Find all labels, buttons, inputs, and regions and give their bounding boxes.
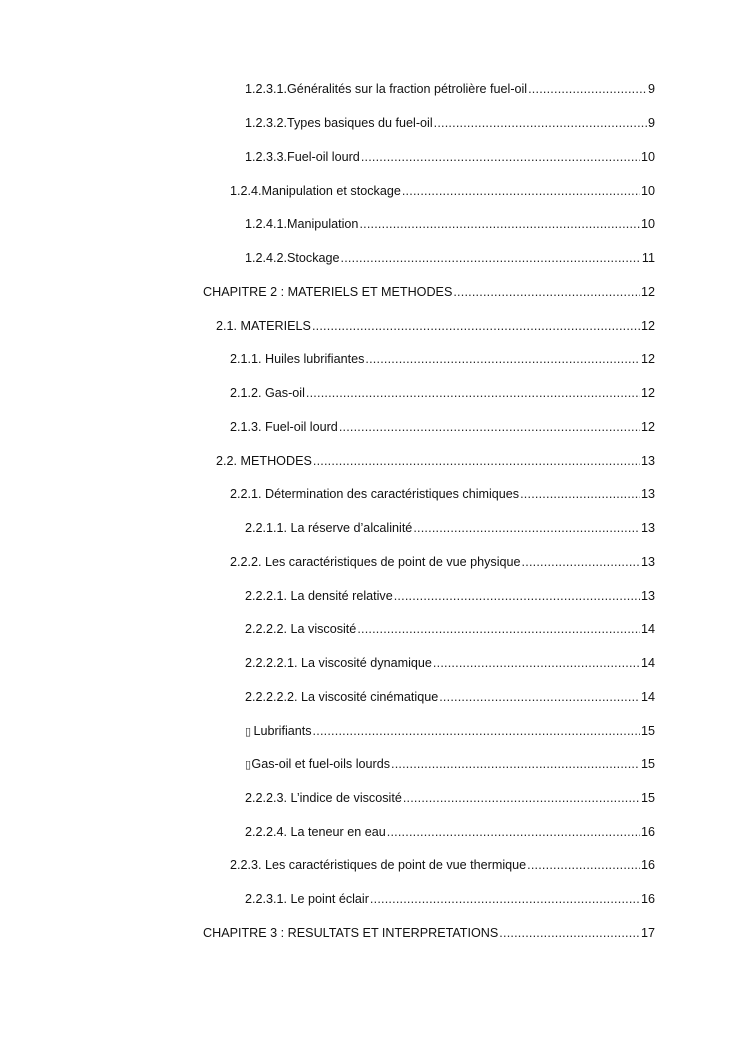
dot-leader [394, 587, 640, 605]
toc-entry[interactable] [230, 384, 655, 402]
toc-entry-title: Fuel-oil lourd [287, 150, 360, 164]
toc-entry-title: 2.2.3. Les caractéristiques de point de vue thermique [230, 858, 527, 872]
toc-entry-chapter[interactable] [203, 283, 655, 301]
toc-entry-title: 2.2.2.3. L’indice de viscosité [245, 791, 402, 805]
toc-entry-page: 12 [640, 420, 655, 434]
dot-leader [387, 823, 640, 841]
toc-entry-title: Lubrifiants [253, 724, 312, 738]
toc-entry-title: 2.1.2. Gas-oil [230, 386, 305, 400]
toc-entry[interactable] [245, 114, 655, 132]
dot-leader [361, 148, 640, 166]
toc-entry-title: 2.2.1.1. La réserve d’alcalinité [245, 521, 413, 535]
dot-leader [370, 890, 640, 908]
toc-entry[interactable] [245, 722, 655, 740]
toc-entry[interactable] [245, 890, 655, 908]
dot-leader [528, 80, 647, 98]
toc-entry-page: 12 [640, 352, 655, 366]
toc-entry-title: 2.1. MATERIELS [216, 319, 311, 333]
toc-entry[interactable] [245, 80, 655, 98]
toc-entry-title: Types basiques du fuel-oil [287, 116, 433, 130]
toc-entry-title: Manipulation et stockage [261, 184, 401, 198]
dot-leader [359, 215, 640, 233]
toc-entry-page: 12 [640, 386, 655, 400]
toc-entry-page: 13 [640, 521, 655, 535]
toc-entry-title: 2.1.1. Huiles lubrifiantes [230, 352, 365, 366]
toc-entry[interactable] [245, 755, 655, 773]
toc-entry-page: 16 [640, 858, 655, 872]
toc-entry-title: 2.2. METHODES [216, 454, 312, 468]
dot-leader [527, 856, 640, 874]
toc-entry-chapter[interactable] [203, 924, 655, 942]
dot-leader [391, 755, 640, 773]
toc-entry-page: 10 [640, 217, 655, 231]
toc-entry-title: CHAPITRE 2 : MATERIELS ET METHODES [203, 285, 453, 299]
toc-entry-page: 14 [640, 622, 655, 636]
toc-entry[interactable] [230, 182, 655, 200]
dot-leader [357, 620, 640, 638]
toc-entry-number: 1.2.4.2. [245, 251, 288, 265]
toc-entry-title: 2.1.3. Fuel-oil lourd [230, 420, 338, 434]
toc-entry-title: 2.2.3.1. Le point éclair [245, 892, 369, 906]
dot-leader [341, 249, 641, 267]
toc-entry-page: 16 [640, 825, 655, 839]
toc-entry-title: 2.2.2.2. La viscosité [245, 622, 357, 636]
toc-entry-page: 14 [640, 690, 655, 704]
toc-entry-page: 11 [641, 251, 655, 265]
toc-entry-page: 14 [640, 656, 655, 670]
toc-entry-title: 2.2.1. Détermination des caractéristiques chimiques [230, 487, 520, 501]
toc-entry-title: 2.2.2.4. La teneur en eau [245, 825, 386, 839]
toc-entry-title: 2.2.2.2.2. La viscosité cinématique [245, 690, 439, 704]
dot-leader [499, 924, 640, 942]
toc-entry-page: 12 [640, 319, 655, 333]
toc-entry-page: 13 [640, 555, 655, 569]
toc-entry[interactable] [216, 317, 655, 335]
toc-entry[interactable] [245, 215, 655, 233]
dot-leader [522, 553, 640, 571]
toc-entry[interactable] [245, 148, 655, 166]
toc-entry-number: 1.2.4.1. [245, 217, 288, 231]
toc-entry[interactable] [245, 823, 655, 841]
toc-entry-page: 15 [640, 757, 655, 771]
dot-leader [439, 688, 640, 706]
dot-leader [453, 283, 640, 301]
toc-entry-page: 10 [640, 150, 655, 164]
toc-entry[interactable] [245, 587, 655, 605]
dot-leader [339, 418, 640, 436]
dot-leader [402, 182, 640, 200]
toc-entry-page: 13 [640, 454, 655, 468]
toc-entry-number: 1.2.4. [230, 184, 262, 198]
toc-entry-title: Généralités sur la fraction pétrolière fuel-oil [287, 82, 528, 96]
dot-leader [520, 485, 640, 503]
dot-leader [365, 350, 640, 368]
toc-entry-page: 17 [640, 926, 655, 940]
dot-leader [306, 384, 640, 402]
toc-entry-number: 1.2.3.1. [245, 82, 288, 96]
toc-entry-page: 9 [647, 116, 655, 130]
toc-entry[interactable] [245, 654, 655, 672]
toc-entry[interactable] [230, 856, 655, 874]
missing-glyph-bullet-icon: ▯ [245, 759, 252, 771]
toc-entry-page: 16 [640, 892, 655, 906]
dot-leader [413, 519, 640, 537]
missing-glyph-bullet-icon: ▯ [245, 726, 252, 738]
toc-entry-title: CHAPITRE 3 : RESULTATS ET INTERPRETATIONS [203, 926, 499, 940]
toc-entry-page: 15 [640, 791, 655, 805]
dot-leader [434, 114, 647, 132]
toc-entry[interactable] [245, 249, 655, 267]
toc-entry[interactable] [230, 485, 655, 503]
toc-entry-page: 15 [640, 724, 655, 738]
toc-entry-title: 2.2.2.1. La densité relative [245, 589, 393, 603]
toc-entry-title: Gas-oil et fuel-oils lourds [251, 757, 390, 771]
toc-entry[interactable] [245, 789, 655, 807]
toc-entry-title: 2.2.2.2.1. La viscosité dynamique [245, 656, 432, 670]
toc-entry-number: 1.2.3.2. [245, 116, 288, 130]
toc-entry-page: 13 [640, 487, 655, 501]
toc-entry[interactable] [245, 688, 655, 706]
toc-entry-page: 13 [640, 589, 655, 603]
toc-entry[interactable] [245, 519, 655, 537]
toc-entry-title: 2.2.2. Les caractéristiques de point de vue physique [230, 555, 521, 569]
toc-entry[interactable] [230, 553, 655, 571]
toc-entry[interactable] [245, 620, 655, 638]
dot-leader [403, 789, 640, 807]
toc-entry[interactable] [230, 350, 655, 368]
toc-entry-title: Stockage [287, 251, 340, 265]
dot-leader [313, 452, 640, 470]
toc-entry-title: Manipulation [287, 217, 359, 231]
toc-entry-page: 12 [640, 285, 655, 299]
toc-entry[interactable] [230, 418, 655, 436]
dot-leader [313, 722, 640, 740]
toc-entry-page: 10 [640, 184, 655, 198]
toc-entry-page: 9 [647, 82, 655, 96]
toc-entry[interactable] [216, 452, 655, 470]
dot-leader [312, 317, 640, 335]
dot-leader [433, 654, 640, 672]
toc-entry-number: 1.2.3.3. [245, 150, 288, 164]
